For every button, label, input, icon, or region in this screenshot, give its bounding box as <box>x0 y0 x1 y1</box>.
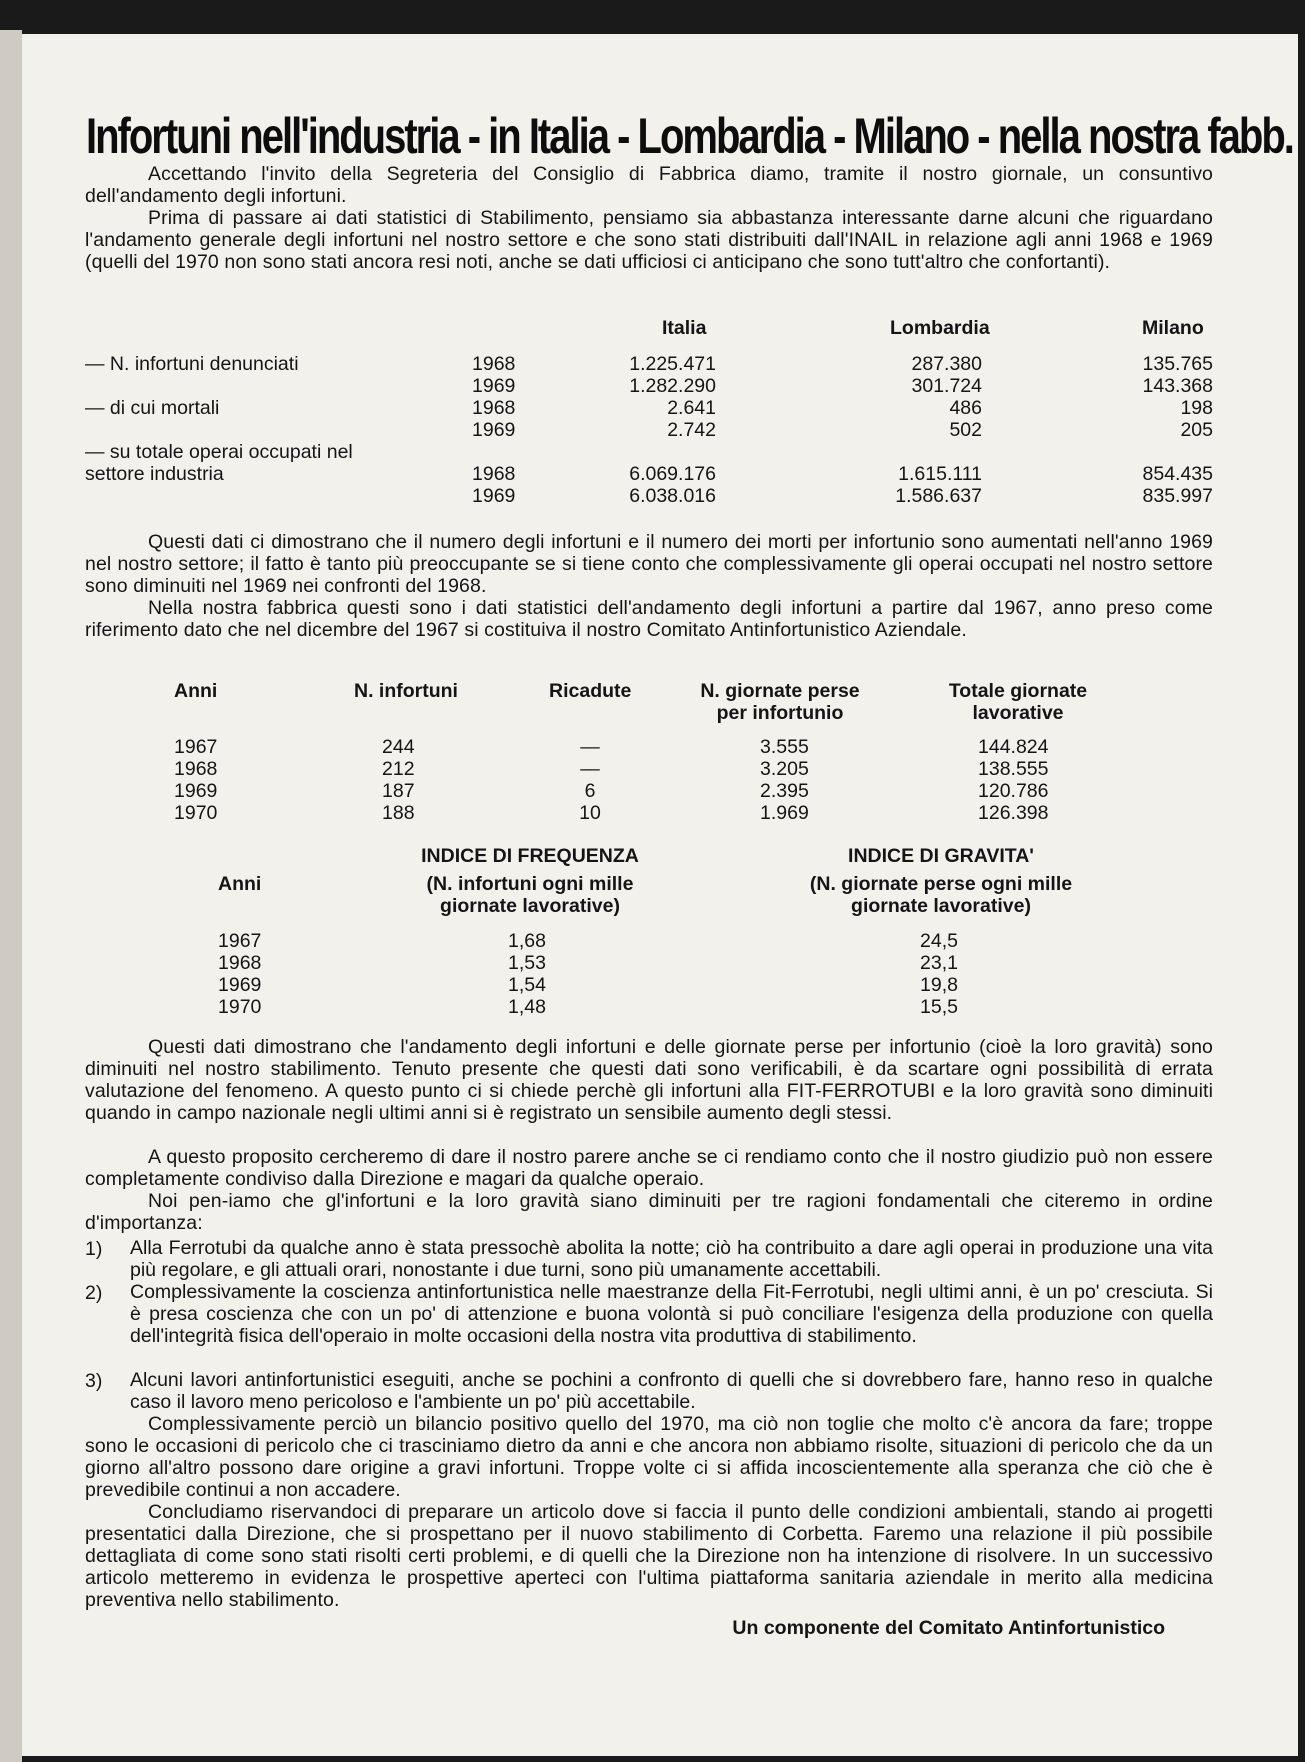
intro-paragraph-2: Prima di passare ai dati statistici di Stabilimento, pensiamo sia abbastanza interessante darne alcuni che riguardano l'andamento generale degli infortuni nel nostro settore e che sono stati distribuiti dall'INAIL in relazione agli anni 1968 e 1969 (quelli del 1970 non sono stati ancora resi noti, anche se dati ufficiosi ci anticipano che sono tutt'altro che confortanti). <box>85 207 1213 273</box>
cell-gravita: 19,8 <box>920 974 958 996</box>
cell-italia: 6.069.176 <box>629 463 716 485</box>
reason-text: Complessivamente la coscienza antinfortunistica nelle maestranze della Fit-Ferrotubi, negli ultimi anni, è un po' cresciuta. Si è presa coscienza che con un po' di attenzione e buona volontà si può conciliare l'esigenza della produzione con quella dell'integrità fisica dell'operaio in molte occasioni della nostra vita produttiva di stabilimento. <box>130 1281 1213 1347</box>
row-label: — di cui mortali <box>85 397 220 419</box>
t3-header-grav-2: (N. giornate perse ogni mille <box>809 873 1073 895</box>
row-anno: 1967 <box>218 930 262 952</box>
cell-totale: 138.555 <box>978 758 1049 780</box>
cell-infortuni: 212 <box>382 758 415 780</box>
reason-text: Alcuni lavori antinfortunistici eseguiti, anche se pochini a confronto di quelli che si dovrebbero fare, hanno reso in qualche caso il lavoro meno pericoloso e l'ambiente un po' più accettabile. <box>130 1369 1213 1413</box>
cell-lombardia: 1.586.637 <box>895 485 982 507</box>
t2-header-infortuni: N. infortuni <box>354 680 458 702</box>
header-milano: Milano <box>1142 317 1204 339</box>
t3-header-freq-1: INDICE DI FREQUENZA <box>421 845 639 867</box>
t3-header-freq-3: giornate lavorative) <box>440 895 620 917</box>
cell-infortuni: 187 <box>382 780 415 802</box>
cell-giornate: 2.395 <box>760 780 809 802</box>
t3-header-anni: Anni <box>218 873 262 895</box>
cell-infortuni: 188 <box>382 802 415 824</box>
t3-header-freq-2: (N. infortuni ogni mille <box>426 873 634 895</box>
header-italia: Italia <box>662 317 707 339</box>
cell-totale: 126.398 <box>978 802 1049 824</box>
cell-italia: 6.038.016 <box>629 485 716 507</box>
after-paragraph-2: A questo proposito cercheremo di dare il nostro parere anche se ci rendiamo conto che il nostro giudizio può non essere completamente condiviso dalla Direzione e magari da qualche operaio. <box>85 1146 1213 1190</box>
cell-italia: 2.742 <box>667 419 716 441</box>
article-title: Infortuni nell'industria - in Italia - Lombardia - Milano - nella nostra fabb. <box>86 108 1293 164</box>
t3-header-grav-1: INDICE DI GRAVITA' <box>848 845 1034 867</box>
after-paragraph-1: Questi dati dimostrano che l'andamento degli infortuni e delle giornate perse per infortunio (cioè la loro gravità) sono diminuiti nel nostro stabilimento. Tenuto presente che questi dati sono verificabili, è da scartare ogni possibilità di errata valutazione del fenomeno. A questo punto ci si chiede perchè gli infortuni alla FIT-FERROTUBI e la loro gravità sono diminuiti quando in campo nazionale negli ultimi anni si è registrato un sensibile aumento degli stessi. <box>85 1036 1213 1124</box>
row-year: 1969 <box>472 485 516 507</box>
cell-milano: 143.368 <box>1142 375 1213 397</box>
reason-number: 1) <box>85 1238 103 1260</box>
t2-header-totale-2: lavorative <box>972 702 1064 724</box>
cell-milano: 854.435 <box>1142 463 1213 485</box>
after-paragraph-3: Noi pen-iamo che gl'infortuni e la loro gravità siano diminuiti per tre ragioni fondamentali che citeremo in ordine d'importanza: <box>85 1190 1213 1234</box>
t2-header-totale-1: Totale giornate <box>948 680 1088 702</box>
cell-infortuni: 244 <box>382 736 415 758</box>
reason-text: Alla Ferrotubi da qualche anno è stata pressochè abolita la notte; ciò ha contribuito a dare agli operai in produzione una vita più regolare, e gli attuali orari, nonostante i due turni, sono più umanamente accettabili. <box>130 1237 1213 1281</box>
cell-lombardia: 502 <box>949 419 982 441</box>
binding-edge <box>0 30 22 1762</box>
row-anno: 1970 <box>218 996 262 1018</box>
row-year: 1968 <box>472 397 516 419</box>
cell-italia: 1.282.290 <box>629 375 716 397</box>
row-anno: 1969 <box>218 974 262 996</box>
signature: Un componente del Comitato Antinfortunistico <box>732 1617 1165 1639</box>
row-anno: 1968 <box>174 758 218 780</box>
row-year: 1969 <box>472 375 516 397</box>
row-anno: 1967 <box>174 736 218 758</box>
cell-ricadute: — <box>580 736 600 758</box>
row-label: — N. infortuni denunciati <box>85 353 299 375</box>
t2-header-ricadute: Ricadute <box>549 680 632 702</box>
cell-lombardia: 486 <box>949 397 982 419</box>
t2-header-anni: Anni <box>174 680 218 702</box>
cell-giornate: 1.969 <box>760 802 809 824</box>
row-label: — su totale operai occupati nel <box>85 441 353 463</box>
cell-frequenza: 1,53 <box>508 952 546 974</box>
cell-italia: 2.641 <box>667 397 716 419</box>
cell-milano: 205 <box>1180 419 1213 441</box>
row-year: 1969 <box>472 419 516 441</box>
cell-frequenza: 1,68 <box>508 930 546 952</box>
row-label: settore industria <box>85 463 224 485</box>
cell-milano: 835.997 <box>1142 485 1213 507</box>
t2-header-giornate-2: per infortunio <box>716 702 844 724</box>
cell-giornate: 3.555 <box>760 736 809 758</box>
row-anno: 1968 <box>218 952 262 974</box>
t3-header-grav-3: giornate lavorative) <box>851 895 1031 917</box>
row-anno: 1970 <box>174 802 218 824</box>
middle-paragraph-2: Nella nostra fabbrica questi sono i dati statistici dell'andamento degli infortuni a partire dal 1967, anno preso come riferimento dato che nel dicembre del 1967 si costituiva il nostro Comitato Antinfortunistico Aziendale. <box>85 597 1213 641</box>
cell-totale: 144.824 <box>978 736 1049 758</box>
cell-italia: 1.225.471 <box>629 353 716 375</box>
cell-lombardia: 1.615.111 <box>898 463 982 485</box>
cell-lombardia: 301.724 <box>911 375 982 397</box>
header-lombardia: Lombardia <box>890 317 990 339</box>
cell-milano: 135.765 <box>1142 353 1213 375</box>
reason-number: 2) <box>85 1282 103 1304</box>
cell-lombardia: 287.380 <box>911 353 982 375</box>
row-year: 1968 <box>472 353 516 375</box>
cell-ricadute: 10 <box>579 802 601 824</box>
cell-ricadute: 6 <box>584 780 596 802</box>
middle-paragraph-1: Questi dati ci dimostrano che il numero degli infortuni e il numero dei morti per infortunio sono aumentati nell'anno 1969 nel nostro settore; il fatto è tanto più preoccupante se si tiene conto che complessivamente gli operai occupati nel nostro settore sono diminuiti nel 1969 nei confronti del 1968. <box>85 531 1213 597</box>
row-anno: 1969 <box>174 780 218 802</box>
reason-number: 3) <box>85 1370 103 1392</box>
cell-giornate: 3.205 <box>760 758 809 780</box>
cell-totale: 120.786 <box>978 780 1049 802</box>
cell-ricadute: — <box>580 758 600 780</box>
cell-gravita: 23,1 <box>920 952 958 974</box>
cell-gravita: 15,5 <box>920 996 958 1018</box>
cell-milano: 198 <box>1180 397 1213 419</box>
closing-paragraph-1: Complessivamente perciò un bilancio positivo quello del 1970, ma ciò non toglie che molto c'è ancora da fare; troppe sono le occasioni di pericolo che ci trasciniamo dietro da anni e che ancora non abbiamo risolte, situazioni di pericolo che da un giorno all'altro possono dare origine a gravi infortuni. Troppe volte ci si affida incoscientemente alla speranza che ciò che è prevedibile continui a non accadere. <box>85 1413 1213 1501</box>
cell-frequenza: 1,48 <box>508 996 546 1018</box>
t2-header-giornate-1: N. giornate perse <box>700 680 860 702</box>
closing-paragraph-2: Concludiamo riservandoci di preparare un articolo dove si faccia il punto delle condizioni ambientali, stando ai progetti presentatici dalla Direzione, che si prospettano per il nuovo stabilimento di Corbetta. Faremo una relazione il più possibile dettagliata di come sono stati risolti certi problemi, e di quelli che la Direzione non ha intenzione di risolvere. In un successivo articolo metteremo in evidenza le prospettive aperteci con l'ultima piattaforma sanitaria aziendale in merito alla medicina preventiva nello stabilimento. <box>85 1501 1213 1611</box>
row-year: 1968 <box>472 463 516 485</box>
cell-frequenza: 1,54 <box>508 974 546 996</box>
intro-paragraph-1: Accettando l'invito della Segreteria del Consiglio di Fabbrica diamo, tramite il nostro giornale, un consuntivo dell'andamento degli infortuni. <box>85 163 1213 207</box>
cell-gravita: 24,5 <box>920 930 958 952</box>
